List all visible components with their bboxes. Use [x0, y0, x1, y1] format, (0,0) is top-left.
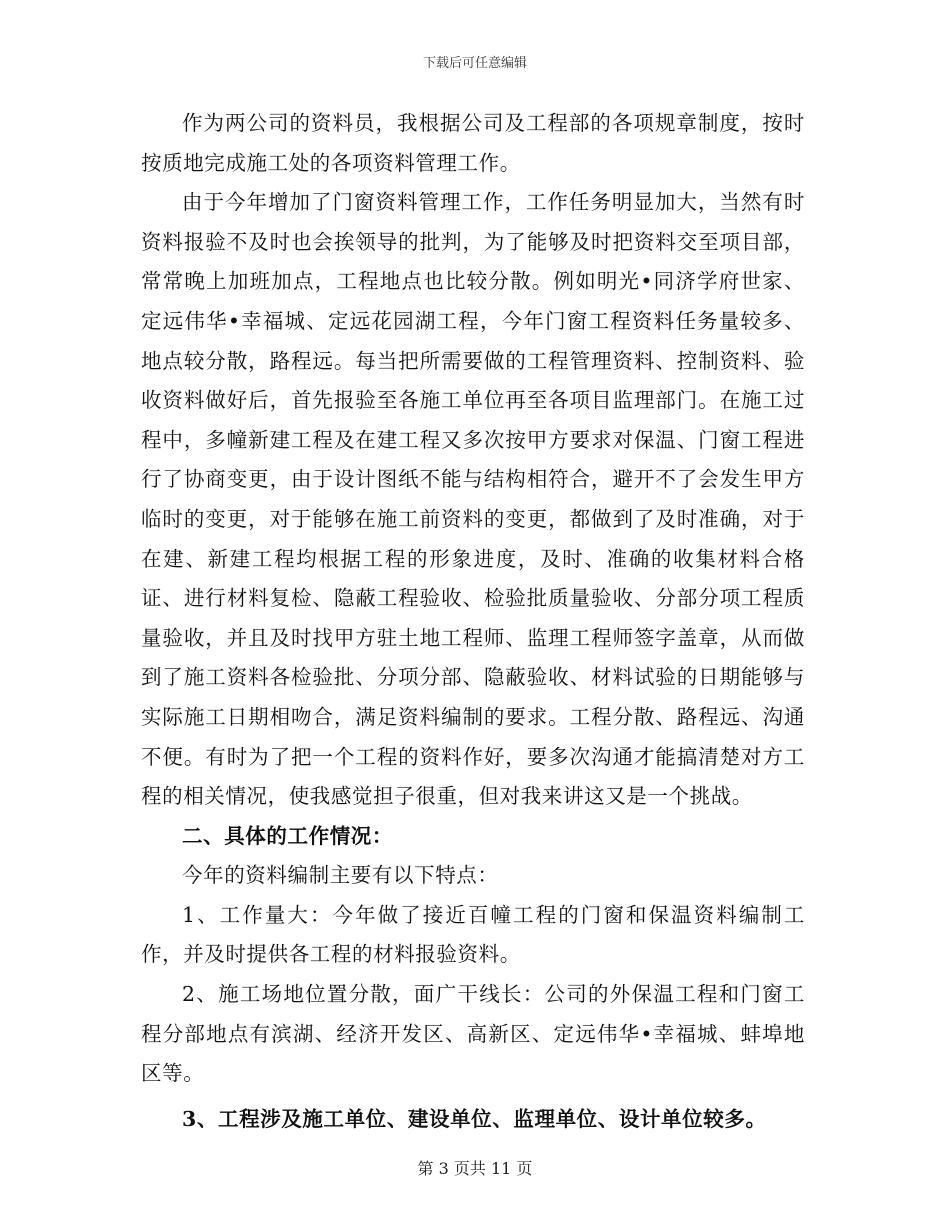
page-number: 第 3 页共 11 页: [417, 1159, 533, 1178]
paragraph-intro: 作为两公司的资料员，我根据公司及工程部的各项规章制度，按时按质地完成施工处的各项资料管理工作。: [141, 111, 805, 175]
list-item-2: 2、施工场地位置分散，面广干线长：公司的外保温工程和门窗工程分部地点有滨湖、经济开发区、高新区、定远伟华•幸福城、蚌埠地区等。: [141, 982, 805, 1086]
page-header: 下载后可任意编辑: [422, 56, 527, 71]
list-item-1: 1、工作量大：今年做了接近百幢工程的门窗和保温资料编制工作，并及时提供各工程的材料报验资料。: [141, 902, 805, 967]
document-body: [141, 104, 805, 1139]
paragraph-features-intro: 今年的资料编制主要有以下特点：: [182, 863, 499, 888]
paragraph-workload: 由于今年增加了门窗资料管理工作，工作任务明显加大，当然有时资料报验不及时也会挨领导的批判，为了能够及时把资料交至项目部，常常晚上加班加点，工程地点也比较分散。例如明光•同济学府世家、定远伟华•幸福城、定远花园湖工程，今年门窗工程资料任务量较多、地点较分散，路程远。每当把所需要做的工程管理资料、控制资料、验收资料做好后，首先报验至各施工单位再至各项目监理部门。在施工过程中，多幢新建工程及在建工程又多次按甲方要求对保温、门窗工程进行了协商变更，由于设计图纸不能与结构相符合，避开不了会发生甲方临时的变更，对于能够在施工前资料的变更，都做到了及时准确，对于在建、新建工程均根据工程的形象进度，及时、准确的收集材料合格证、进行材料复检、隐蔽工程验收、检验批质量验收、分部分项工程质量验收，并且及时找甲方驻土地工程师、监理工程师签字盖章，从而做到了施工资料各检验批、分项分部、隐蔽验收、材料试验的日期能够与实际施工日期相吻合，满足资料编制的要求。工程分散、路程远、沟通不便。有时为了把一个工程的资料作好，要多次沟通才能搞清楚对方工程的相关情况，使我感觉担子很重，但对我来讲这又是一个挑战。: [141, 190, 805, 809]
list-item-3: 3、工程涉及施工单位、建设单位、监理单位、设计单位较多。: [182, 1106, 767, 1131]
section-heading: 二、具体的工作情况：: [182, 823, 393, 848]
